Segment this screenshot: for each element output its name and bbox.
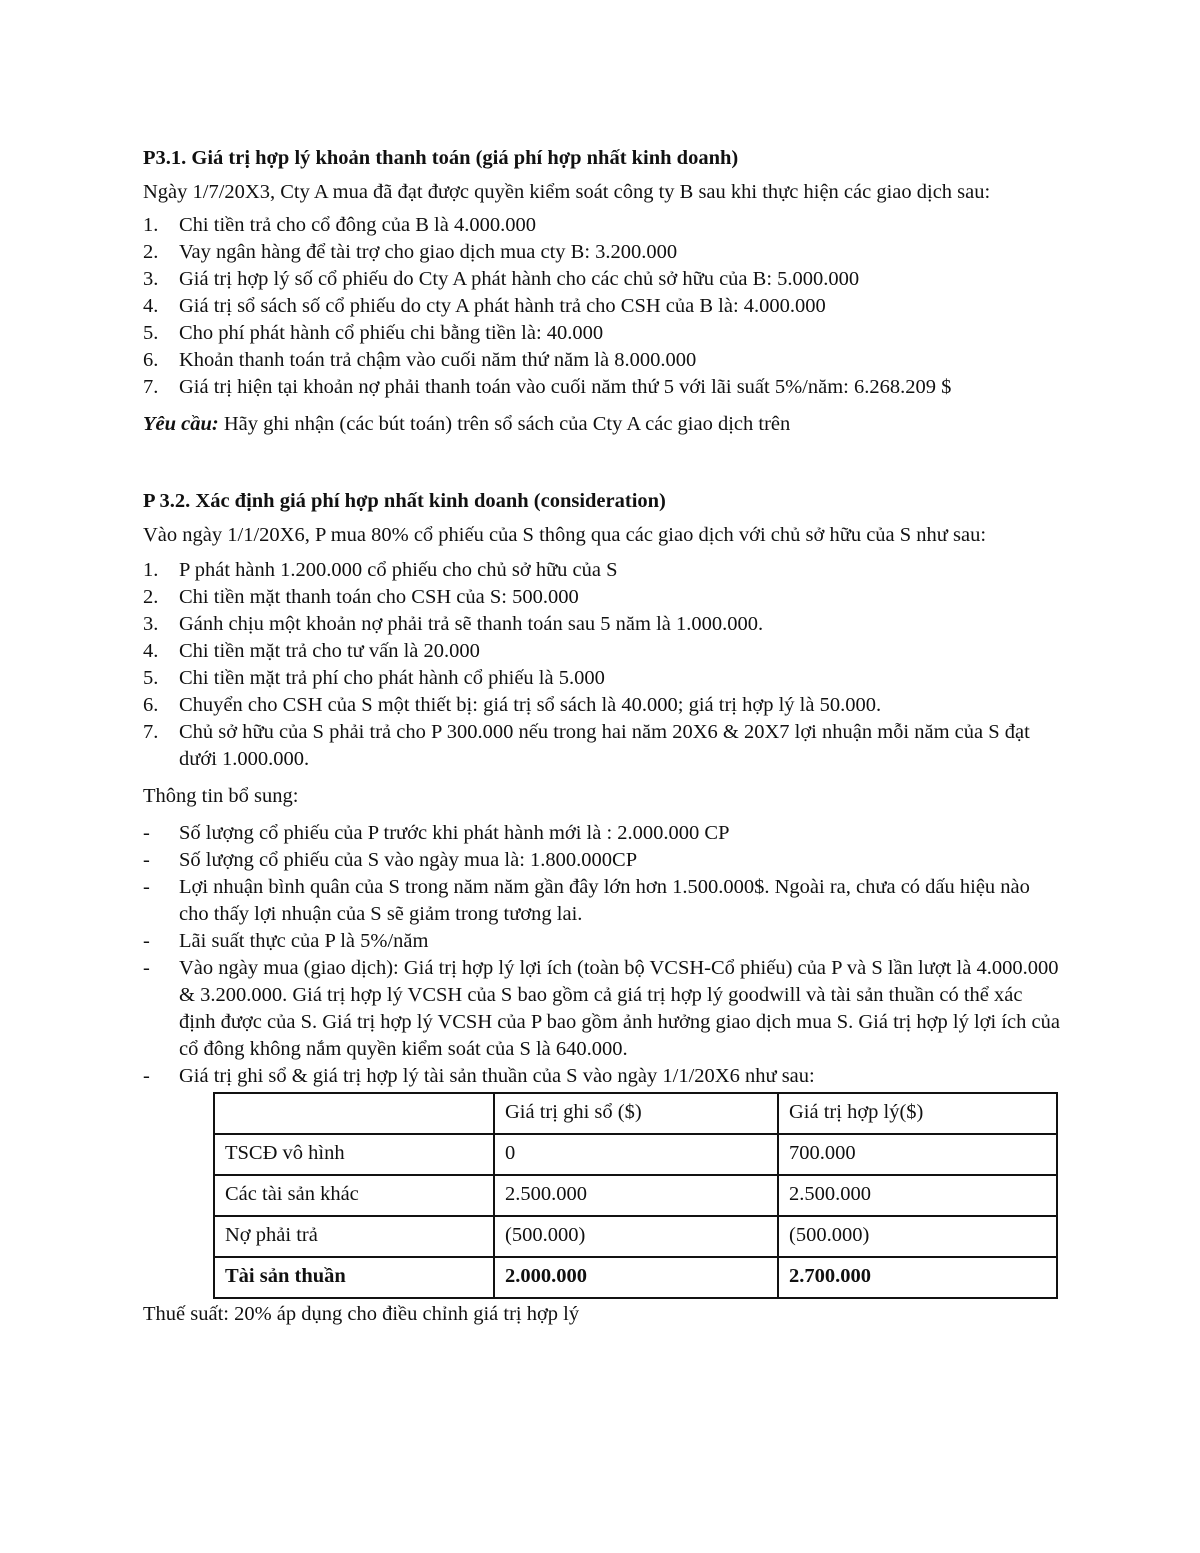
table-cell: Các tài sản khác: [214, 1175, 494, 1216]
table-cell: 2.700.000: [778, 1257, 1057, 1298]
list-item: 3. Giá trị hợp lý số cổ phiếu do Cty A phát hành cho các chủ sở hữu của B: 5.000.000: [143, 268, 860, 290]
table-cell: 0: [494, 1134, 778, 1175]
table-cell: TSCĐ vô hình: [214, 1134, 494, 1175]
net-assets-table: [213, 1092, 1058, 1299]
list-item: - Số lượng cổ phiếu của P trước khi phát hành mới là : 2.000.000 CP: [143, 822, 730, 844]
table-header-row: [214, 1093, 1057, 1134]
list-item: 4. Giá trị sổ sách số cổ phiếu do cty A phát hành trả cho CSH của B là: 4.000.000: [143, 295, 826, 317]
table-cell: 700.000: [778, 1134, 1057, 1175]
list-item: - Vào ngày mua (giao dịch): Giá trị hợp lý lợi ích (toàn bộ VCSH-Cổ phiếu) của P và S lần lượt là 4.000.000 & 3.200.000. Giá trị hợp lý VCSH của S bao gồm cả giá trị hợp lý goodwill và tài sản thuần có thể xác định được của S. Giá trị hợp lý VCSH của P bao gồm ảnh hưởng giao dịch mua S. Giá trị hợp lý lợi ích của cổ đông không nắm quyền kiểm soát của S là 640.000.: [143, 957, 1060, 1060]
list-item: - Số lượng cổ phiếu của S vào ngày mua là: 1.800.000CP: [143, 849, 638, 871]
p31-intro: Ngày 1/7/20X3, Cty A mua đã đạt được quyền kiểm soát công ty B sau khi thực hiện các giao dịch sau:: [143, 181, 991, 203]
list-item: - Lợi nhuận bình quân của S trong năm năm gần đây lớn hơn 1.500.000$. Ngoài ra, chưa có dấu hiệu nào cho thấy lợi nhuận của S sẽ giảm trong tương lai.: [143, 876, 1030, 925]
list-item: - Lãi suất thực của P là 5%/năm: [143, 930, 429, 952]
table-row: [214, 1175, 1057, 1216]
document-page: [143, 143, 1063, 1328]
list-item: 5. Cho phí phát hành cổ phiếu chi bằng tiền là: 40.000: [143, 322, 604, 344]
table-cell: (500.000): [494, 1216, 778, 1257]
list-item: 1. Chi tiền trả cho cổ đông của B là 4.000.000: [143, 214, 536, 236]
table-row: [214, 1216, 1057, 1257]
section-title-p32: P 3.2. Xác định giá phí hợp nhất kinh doanh (consideration): [143, 490, 666, 512]
table-cell: (500.000): [778, 1216, 1057, 1257]
tax-footnote: Thuế suất: 20% áp dụng cho điều chỉnh giá trị hợp lý: [143, 1303, 580, 1325]
list-item: 1. P phát hành 1.200.000 cổ phiếu cho chủ sở hữu của S: [143, 559, 618, 581]
table-header-cell: [214, 1093, 494, 1134]
p31-requirement: [143, 411, 1063, 438]
list-item: 4. Chi tiền mặt trả cho tư vấn là 20.000: [143, 640, 480, 662]
table-row: [214, 1134, 1057, 1175]
list-item: 3. Gánh chịu một khoản nợ phải trả sẽ thanh toán sau 5 năm là 1.000.000.: [143, 613, 764, 635]
table-cell: Nợ phải trả: [214, 1216, 494, 1257]
p32-list: [143, 557, 1063, 773]
list-item: 7. Giá trị hiện tại khoản nợ phải thanh toán vào cuối năm thứ 5 với lãi suất 5%/năm: 6.268.209 $: [143, 376, 952, 398]
table-cell: 2.500.000: [778, 1175, 1057, 1216]
list-item: 5. Chi tiền mặt trả phí cho phát hành cổ phiếu là 5.000: [143, 667, 605, 689]
p31-list: [143, 212, 1063, 401]
list-item: 2. Vay ngân hàng để tài trợ cho giao dịch mua cty B: 3.200.000: [143, 241, 678, 263]
requirement-text: Hãy ghi nhận (các bút toán) trên sổ sách của Cty A các giao dịch trên: [218, 413, 791, 435]
p32-intro: Vào ngày 1/1/20X6, P mua 80% cổ phiếu của S thông qua các giao dịch với chủ sở hữu của S như sau:: [143, 524, 987, 546]
list-item: - Giá trị ghi sổ & giá trị hợp lý tài sản thuần của S vào ngày 1/1/20X6 như sau:: [143, 1065, 815, 1087]
supplement-list: [143, 820, 1063, 1090]
list-item: 7. Chủ sở hữu của S phải trả cho P 300.000 nếu trong hai năm 20X6 & 20X7 lợi nhuận mỗi năm của S đạt dưới 1.000.000.: [143, 721, 1030, 770]
table-cell: 2.500.000: [494, 1175, 778, 1216]
supplement-title: Thông tin bổ sung:: [143, 785, 299, 807]
section-title-p31: P3.1. Giá trị hợp lý khoản thanh toán (giá phí hợp nhất kinh doanh): [143, 147, 739, 169]
table-total-row: [214, 1257, 1057, 1298]
requirement-label: Yêu cầu:: [143, 413, 219, 435]
table-cell: Tài sản thuần: [214, 1257, 494, 1298]
table-header-cell: Giá trị ghi sổ ($): [494, 1093, 778, 1134]
list-item: 6. Chuyển cho CSH của S một thiết bị: giá trị sổ sách là 40.000; giá trị hợp lý là 50.000.: [143, 694, 882, 716]
list-item: 2. Chi tiền mặt thanh toán cho CSH của S: 500.000: [143, 586, 579, 608]
list-item: 6. Khoản thanh toán trả chậm vào cuối năm thứ năm là 8.000.000: [143, 349, 697, 371]
table-cell: 2.000.000: [494, 1257, 778, 1298]
table-header-cell: Giá trị hợp lý($): [778, 1093, 1057, 1134]
